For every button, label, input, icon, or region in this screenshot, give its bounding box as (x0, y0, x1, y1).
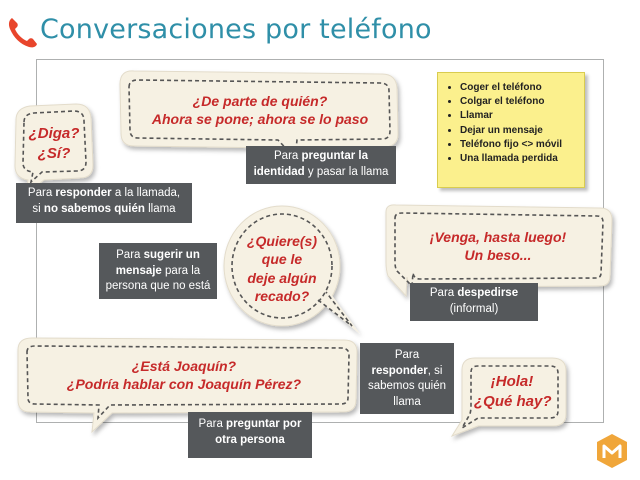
note-list (438, 81, 584, 166)
bubble-venga-line1: ¡Venga, hasta luego! (429, 229, 567, 245)
bubble-diga-line1: ¿Diga? (28, 125, 80, 142)
label-responder-si: Para responder, si sabemos quién llama (360, 343, 454, 414)
bubble-quiere-line4: recado? (254, 288, 310, 305)
bubble-joaquin-text (34, 357, 334, 393)
bubble-venga-line2: Un beso... (464, 247, 532, 264)
note-item: • Coger el teléfono (460, 81, 584, 95)
bubble-parte-line2: Ahora se pone; ahora se lo paso (151, 111, 369, 128)
bubble-joaquin-line2: ¿Podría hablar con Joaquín Pérez? (66, 376, 302, 393)
bubble-diga-text (26, 124, 82, 163)
bubble-quiere-line1: ¿Quiere(s) (246, 233, 317, 249)
sticky-note (437, 72, 585, 188)
bubble-quiere-line3: deje algún (247, 269, 317, 286)
label-responder: Para responder a la llamada, si no sabemos quién llama (16, 183, 192, 223)
bubble-hola-text (474, 372, 550, 411)
label-identidad: Para preguntar la identidad y pasar la llama (246, 146, 396, 184)
bubble-quiere-line2: que le (261, 251, 303, 268)
bubble-diga-line2: ¿Sí? (37, 144, 71, 162)
label-sugerir: Para sugerir un mensaje para la persona que no está (99, 243, 217, 299)
bubble-venga-text (408, 228, 588, 264)
bubble-hola-line1: ¡Hola! (490, 373, 534, 390)
brand-logo-icon (595, 432, 629, 472)
note-item: • Una llamada perdida (460, 152, 584, 166)
note-item: • Dejar un mensaje (460, 124, 584, 138)
bubble-hola-line2: ¿Qué hay? (474, 392, 552, 410)
label-despedirse: Para despedirse (informal) (410, 283, 538, 321)
bubble-parte-text (132, 92, 388, 128)
note-item: • Llamar (460, 109, 584, 123)
bubble-joaquin-line1: ¿Está Joaquín? (131, 358, 237, 374)
bubble-quiere-text (236, 232, 328, 306)
note-item: • Teléfono fijo <> móvil (460, 138, 584, 152)
page-title: Conversaciones por teléfono (40, 14, 432, 45)
label-otra-persona: Para preguntar por otra persona (188, 412, 312, 458)
note-item: • Colgar el teléfono (460, 95, 584, 109)
bubble-parte-line1: ¿De parte de quién? (192, 93, 328, 109)
